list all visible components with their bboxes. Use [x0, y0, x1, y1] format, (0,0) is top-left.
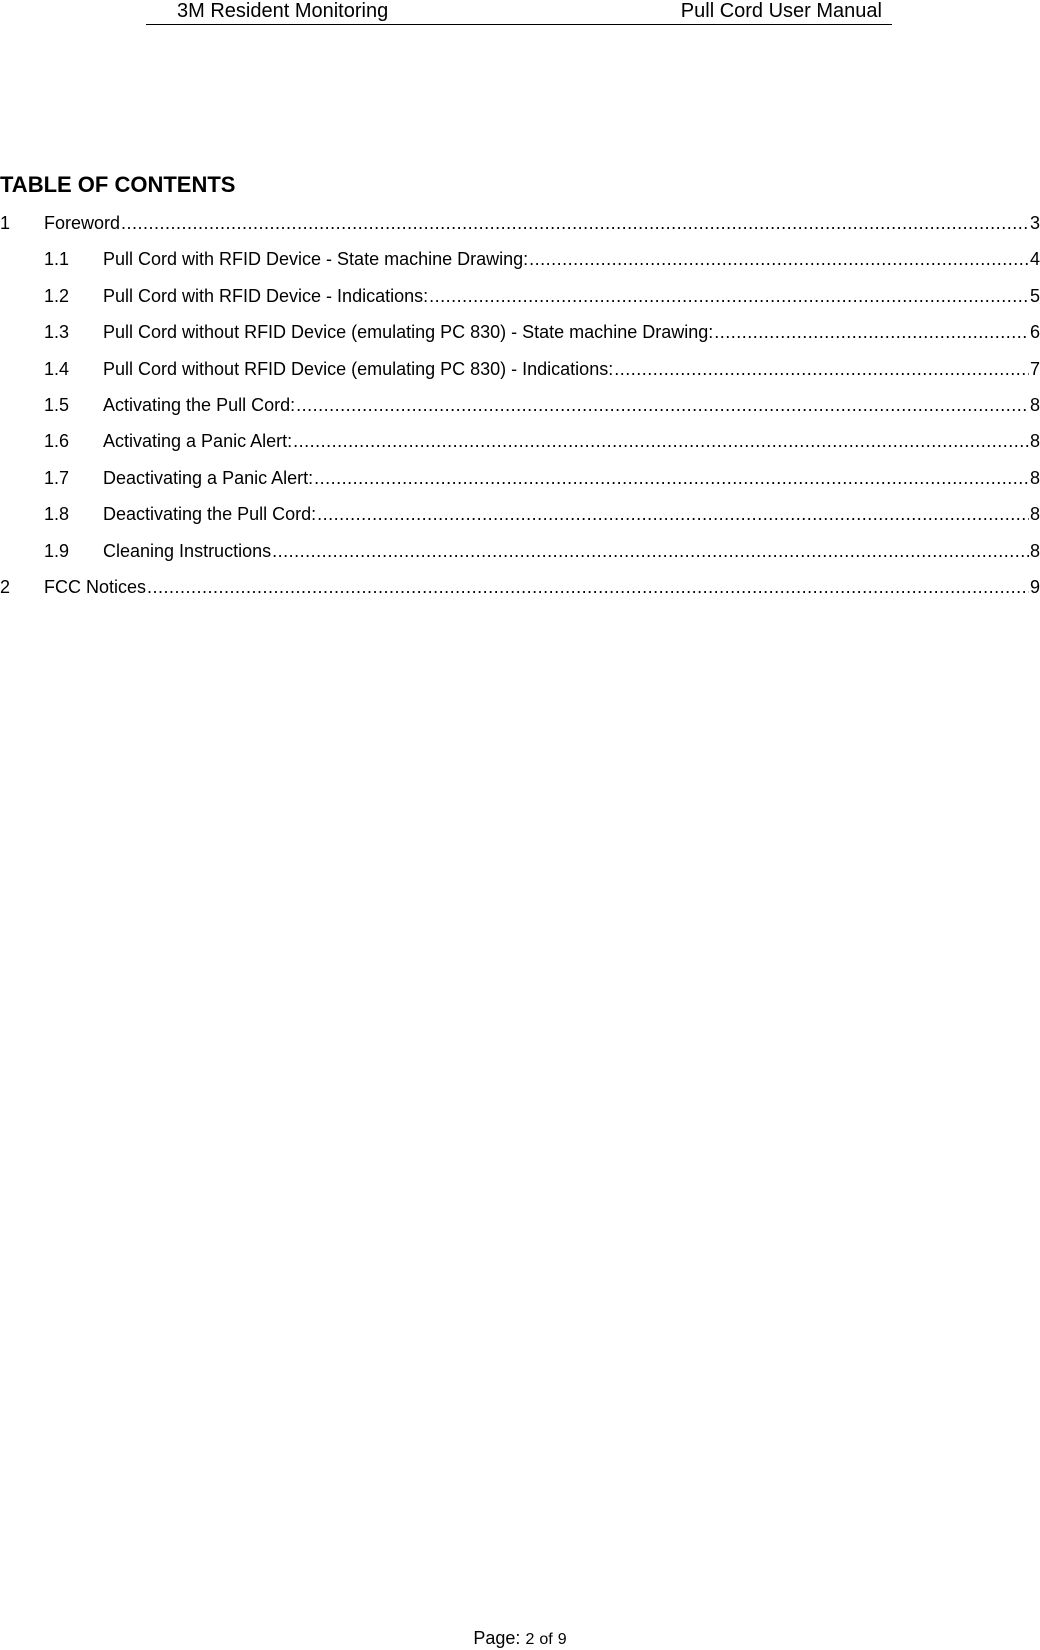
toc-entry-number: 1.4 — [44, 358, 70, 379]
toc-entry-number: 2 — [0, 576, 11, 597]
toc-entry-page: 8 — [1029, 467, 1040, 488]
toc-entry-title: Deactivating a Panic Alert: — [103, 467, 314, 488]
toc-entry-page: 4 — [1029, 249, 1040, 270]
toc-entry-foreword[interactable] — [0, 212, 1040, 248]
toc-entry-number: 1.9 — [44, 540, 70, 561]
toc-dot-leader — [272, 540, 1029, 562]
toc-entry-state-machine-rfid[interactable] — [0, 248, 1040, 284]
footer-page-label: Page: — [473, 1628, 521, 1648]
toc-entry-number: 1.1 — [44, 249, 70, 270]
toc-dot-leader — [293, 430, 1029, 452]
toc-dot-leader — [121, 212, 1029, 234]
toc-entry-title: Pull Cord with RFID Device - State machine Drawing: — [103, 249, 529, 270]
toc-dot-leader — [296, 394, 1029, 416]
toc-entry-indications-no-rfid[interactable] — [0, 358, 1040, 394]
toc-entry-page: 8 — [1029, 394, 1040, 415]
toc-dot-leader — [614, 358, 1029, 380]
toc-entry-title: Cleaning Instructions — [103, 540, 272, 561]
footer-of-label: of — [539, 1631, 553, 1648]
toc-dot-leader — [529, 248, 1029, 270]
toc-entry-number: 1.3 — [44, 322, 70, 343]
toc-entry-page: 8 — [1029, 504, 1040, 525]
toc-dot-leader — [317, 503, 1029, 525]
toc-entry-title: Pull Cord with RFID Device - Indications: — [103, 285, 429, 306]
footer-total-pages: 9 — [557, 1631, 567, 1648]
toc-entry-activating-pull-cord[interactable] — [0, 394, 1040, 430]
toc-entry-title: FCC Notices — [44, 576, 147, 597]
toc-entry-number: 1.2 — [44, 285, 70, 306]
toc-entry-fcc-notices[interactable] — [0, 576, 1040, 612]
toc-entry-page: 6 — [1029, 322, 1040, 343]
toc-entry-page: 3 — [1029, 213, 1040, 233]
toc-entry-deactivating-pull-cord[interactable] — [0, 503, 1040, 539]
toc-entry-page: 9 — [1029, 576, 1040, 597]
toc-entry-state-machine-no-rfid[interactable] — [0, 321, 1040, 357]
toc-entry-title: Activating the Pull Cord: — [103, 394, 296, 415]
page-footer — [0, 1628, 1040, 1650]
toc-entry-page: 8 — [1029, 431, 1040, 452]
toc-entry-number: 1.8 — [44, 504, 70, 525]
toc-dot-leader — [314, 467, 1029, 489]
toc-entry-activating-panic-alert[interactable] — [0, 430, 1040, 466]
footer-current-page: 2 — [525, 1631, 535, 1648]
toc-title: TABLE OF CONTENTS — [0, 172, 236, 197]
header-document-title: Pull Cord User Manual — [680, 0, 882, 22]
toc-entry-number: 1.5 — [44, 394, 70, 415]
toc-entry-number: 1.7 — [44, 467, 70, 488]
toc-entry-number: 1.6 — [44, 431, 70, 452]
toc-dot-leader — [147, 576, 1029, 598]
toc-entry-cleaning-instructions[interactable] — [0, 540, 1040, 576]
toc-entry-page: 7 — [1029, 358, 1040, 379]
toc-entry-deactivating-panic-alert[interactable] — [0, 467, 1040, 503]
toc-dot-leader — [714, 321, 1029, 343]
toc-entry-page: 5 — [1029, 285, 1040, 306]
toc-entry-indications-rfid[interactable] — [0, 285, 1040, 321]
page-header — [146, 0, 892, 25]
toc-entry-title: Deactivating the Pull Cord: — [103, 504, 317, 525]
toc-entry-number: 1 — [0, 213, 11, 233]
toc-entry-page: 8 — [1029, 540, 1040, 561]
toc-entry-title: Pull Cord without RFID Device (emulating PC 830) - State machine Drawing: — [103, 322, 714, 343]
table-of-contents — [0, 212, 1040, 612]
toc-entry-title: Pull Cord without RFID Device (emulating PC 830) - Indications: — [103, 358, 614, 379]
toc-dot-leader — [429, 285, 1029, 307]
toc-entry-title: Activating a Panic Alert: — [103, 431, 293, 452]
toc-entry-title: Foreword — [44, 213, 121, 233]
header-product-name: 3M Resident Monitoring — [177, 0, 389, 22]
